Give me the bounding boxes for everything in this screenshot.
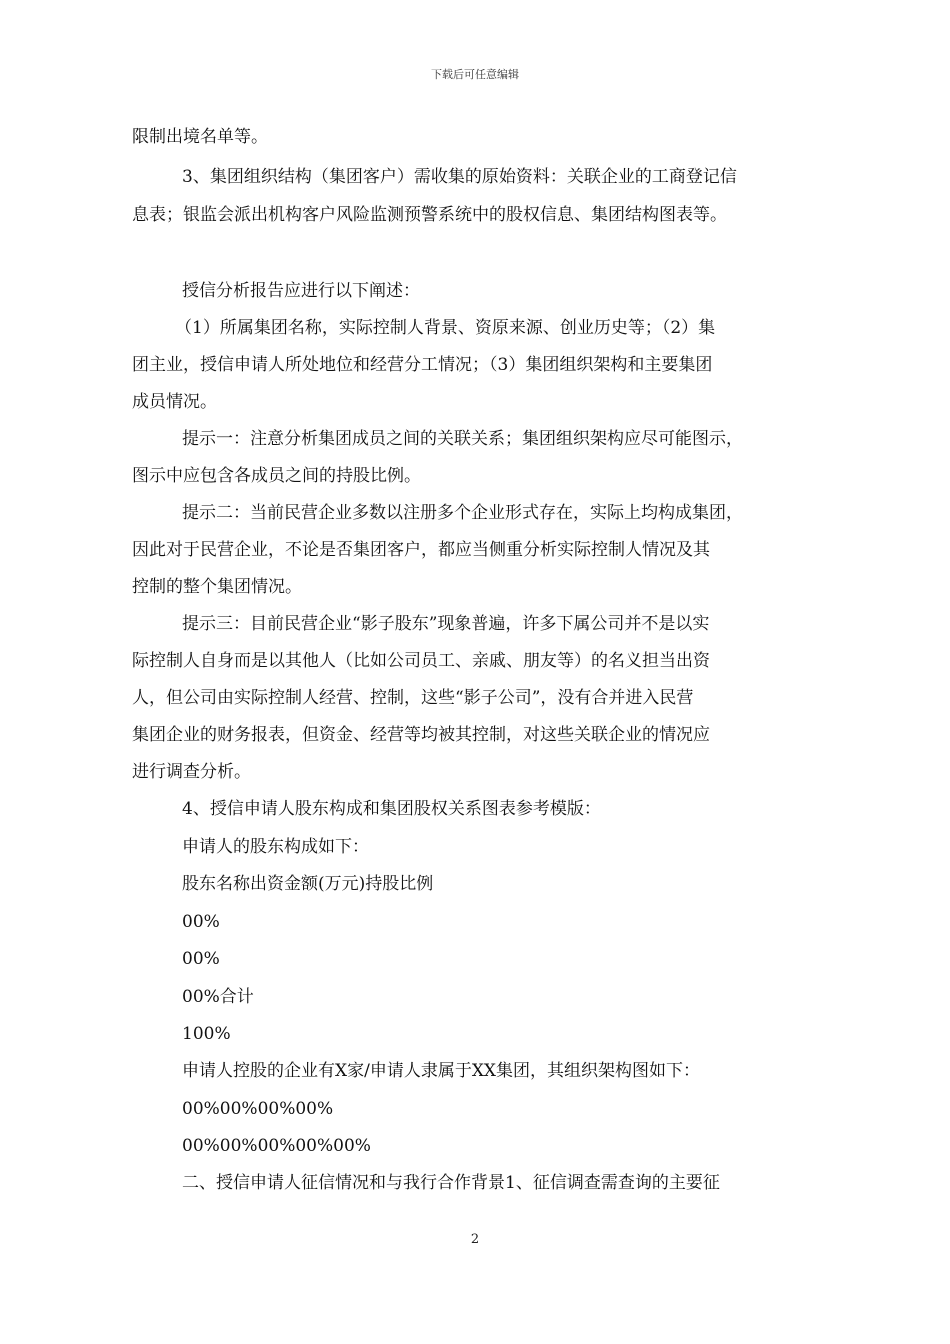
paragraph-line: 集团企业的财务报表，但资金、经营等均被其控制，对这些关联企业的情况应: [132, 725, 710, 745]
paragraph-line: 人，但公司由实际控制人经营、控制，这些“影子公司”，没有合并进入民营: [132, 688, 694, 708]
paragraph-line: 团主业，授信申请人所处地位和经营分工情况；（3）集团组织架构和主要集团: [132, 355, 713, 375]
page-number: 2: [470, 1232, 480, 1247]
paragraph-line: 二、授信申请人征信情况和与我行合作背景1、征信调查需查询的主要征: [182, 1173, 720, 1193]
paragraph-line: 4、授信申请人股东构成和集团股权关系图表参考模版：: [182, 799, 601, 819]
paragraph-line: 图示中应包含各成员之间的持股比例。: [132, 466, 421, 486]
paragraph-line: 申请人的股东构成如下：: [182, 837, 369, 857]
paragraph-line: 00%: [182, 949, 220, 969]
paragraph-line: 申请人控股的企业有X家/申请人隶属于XX集团，其组织架构图如下：: [182, 1061, 701, 1081]
paragraph-line: 成员情况。: [132, 392, 217, 412]
page-header: 下载后可任意编辑: [431, 68, 519, 81]
paragraph-line: 100%: [182, 1024, 231, 1044]
paragraph-line: 授信分析报告应进行以下阐述：: [182, 281, 420, 301]
paragraph-line: 提示二：当前民营企业多数以注册多个企业形式存在，实际上均构成集团，: [182, 503, 743, 523]
paragraph-line: 限制出境名单等。: [132, 127, 268, 147]
paragraph-line: （1）所属集团名称，实际控制人背景、资原来源、创业历史等；（2）集: [175, 318, 716, 338]
paragraph-line: 3、集团组织结构（集团客户）需收集的原始资料：关联企业的工商登记信: [182, 167, 737, 187]
paragraph-line: 00%00%00%00%: [182, 1099, 334, 1119]
paragraph-line: 提示一：注意分析集团成员之间的关联关系；集团组织架构应尽可能图示，: [182, 429, 743, 449]
paragraph-line: 因此对于民营企业，不论是否集团客户，都应当侧重分析实际控制人情况及其: [132, 540, 710, 560]
paragraph-line: 进行调查分析。: [132, 762, 251, 782]
paragraph-line: 提示三：目前民营企业“影子股东”现象普遍，许多下属公司并不是以实: [182, 614, 710, 634]
paragraph-line: 息表；银监会派出机构客户风险监测预警系统中的股权信息、集团结构图表等。: [132, 205, 727, 225]
paragraph-line: 00%: [182, 912, 220, 932]
paragraph-line: 股东名称出资金额(万元)持股比例: [182, 874, 434, 894]
paragraph-line: 00%合计: [182, 987, 254, 1007]
paragraph-line: 际控制人自身而是以其他人（比如公司员工、亲戚、朋友等）的名义担当出资: [132, 651, 710, 671]
paragraph-line: 00%00%00%00%00%: [182, 1136, 371, 1156]
paragraph-line: 控制的整个集团情况。: [132, 577, 302, 597]
